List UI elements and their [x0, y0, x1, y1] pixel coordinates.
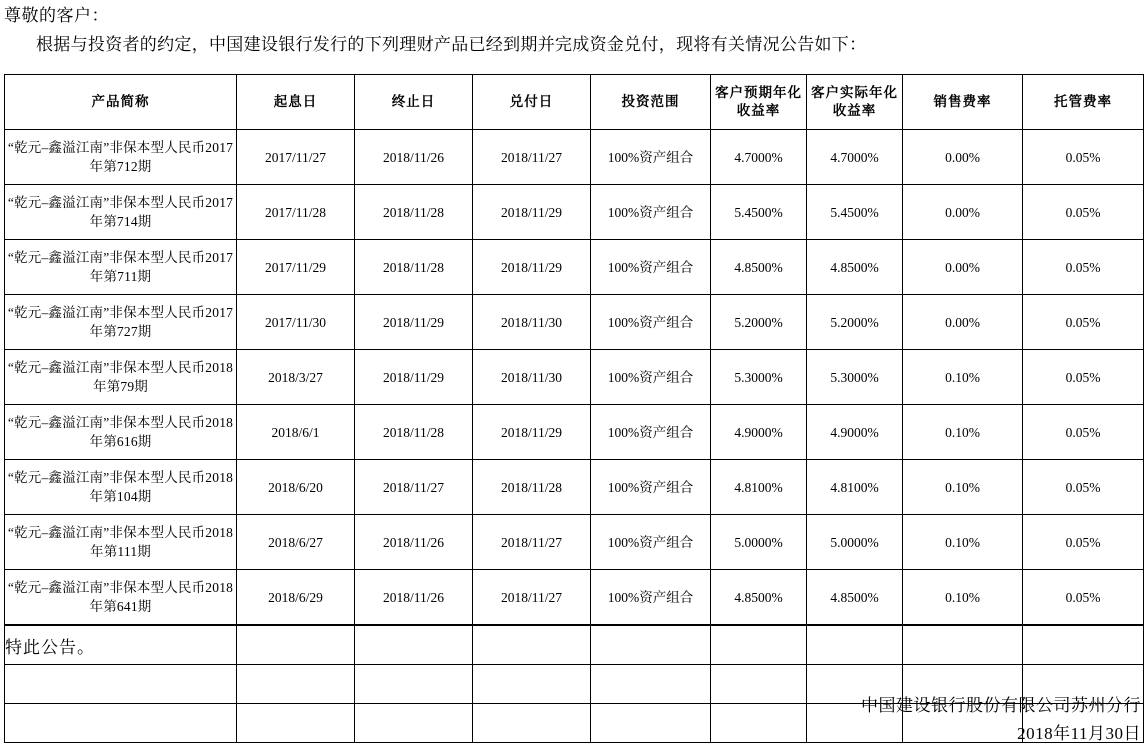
cell-payment-date: 2018/11/29 [473, 240, 591, 295]
empty-cell [711, 665, 807, 704]
cell-actual-yield: 5.4500% [807, 185, 903, 240]
cell-product-name: “乾元–鑫溢江南”非保本型人民币2018年第79期 [5, 350, 237, 405]
empty-cell [473, 626, 591, 665]
cell-expected-yield: 4.8100% [711, 460, 807, 515]
cell-custody-fee: 0.05% [1023, 460, 1144, 515]
cell-expected-yield: 5.4500% [711, 185, 807, 240]
table-row [5, 295, 1144, 350]
empty-cell [5, 665, 237, 704]
cell-custody-fee: 0.05% [1023, 185, 1144, 240]
cell-actual-yield: 5.0000% [807, 515, 903, 570]
empty-cell [355, 665, 473, 704]
cell-payment-date: 2018/11/29 [473, 185, 591, 240]
empty-cell [355, 704, 473, 743]
cell-custody-fee: 0.05% [1023, 515, 1144, 570]
cell-payment-date: 2018/11/30 [473, 350, 591, 405]
cell-product-name: “乾元–鑫溢江南”非保本型人民币2017年第714期 [5, 185, 237, 240]
cell-start-date: 2018/3/27 [237, 350, 355, 405]
empty-cell [355, 626, 473, 665]
cell-expected-yield: 5.0000% [711, 515, 807, 570]
cell-sales-fee: 0.00% [903, 240, 1023, 295]
cell-expected-yield: 4.7000% [711, 130, 807, 185]
col-header-sales-fee: 销售费率 [903, 75, 1023, 130]
cell-product-name: “乾元–鑫溢江南”非保本型人民币2018年第641期 [5, 570, 237, 625]
cell-product-name: “乾元–鑫溢江南”非保本型人民币2017年第712期 [5, 130, 237, 185]
cell-investment-scope: 100%资产组合 [591, 405, 711, 460]
empty-cell [807, 626, 903, 665]
empty-cell [1023, 626, 1144, 665]
table-body [5, 130, 1144, 625]
cell-payment-date: 2018/11/30 [473, 295, 591, 350]
empty-cell [591, 704, 711, 743]
col-header-product-name: 产品简称 [5, 75, 237, 130]
cell-payment-date: 2018/11/27 [473, 570, 591, 625]
col-header-payment-date: 兑付日 [473, 75, 591, 130]
cell-payment-date: 2018/11/27 [473, 515, 591, 570]
cell-investment-scope: 100%资产组合 [591, 295, 711, 350]
cell-start-date: 2017/11/30 [237, 295, 355, 350]
cell-product-name: “乾元–鑫溢江南”非保本型人民币2018年第104期 [5, 460, 237, 515]
cell-product-name: “乾元–鑫溢江南”非保本型人民币2017年第711期 [5, 240, 237, 295]
table-row [5, 130, 1144, 185]
cell-end-date: 2018/11/26 [355, 515, 473, 570]
cell-end-date: 2018/11/27 [355, 460, 473, 515]
cell-custody-fee: 0.05% [1023, 130, 1144, 185]
cell-end-date: 2018/11/26 [355, 570, 473, 625]
cell-custody-fee: 0.05% [1023, 570, 1144, 625]
cell-end-date: 2018/11/29 [355, 295, 473, 350]
col-header-end-date: 终止日 [355, 75, 473, 130]
cell-start-date: 2018/6/20 [237, 460, 355, 515]
empty-cell [473, 704, 591, 743]
footer-organization: 中国建设银行股份有限公司苏州分行 [861, 696, 1141, 715]
table-row [5, 570, 1144, 625]
cell-end-date: 2018/11/28 [355, 405, 473, 460]
empty-cell [473, 665, 591, 704]
col-header-start-date: 起息日 [237, 75, 355, 130]
table-row [5, 515, 1144, 570]
notice-row [5, 626, 1144, 665]
cell-product-name: “乾元–鑫溢江南”非保本型人民币2018年第111期 [5, 515, 237, 570]
empty-cell [903, 626, 1023, 665]
cell-payment-date: 2018/11/28 [473, 460, 591, 515]
cell-custody-fee: 0.05% [1023, 240, 1144, 295]
table-row [5, 350, 1144, 405]
cell-expected-yield: 5.3000% [711, 350, 807, 405]
cell-actual-yield: 5.3000% [807, 350, 903, 405]
empty-cell [711, 626, 807, 665]
cell-investment-scope: 100%资产组合 [591, 460, 711, 515]
cell-start-date: 2017/11/29 [237, 240, 355, 295]
col-header-actual-yield: 客户实际年化收益率 [807, 75, 903, 130]
empty-cell [237, 665, 355, 704]
cell-actual-yield: 4.9000% [807, 405, 903, 460]
cell-payment-date: 2018/11/29 [473, 405, 591, 460]
cell-investment-scope: 100%资产组合 [591, 185, 711, 240]
cell-investment-scope: 100%资产组合 [591, 350, 711, 405]
cell-sales-fee: 0.10% [903, 350, 1023, 405]
cell-end-date: 2018/11/29 [355, 350, 473, 405]
table-row [5, 405, 1144, 460]
cell-expected-yield: 4.8500% [711, 570, 807, 625]
cell-actual-yield: 4.8100% [807, 460, 903, 515]
cell-sales-fee: 0.10% [903, 405, 1023, 460]
cell-custody-fee: 0.05% [1023, 405, 1144, 460]
products-table [4, 74, 1144, 625]
empty-cell [711, 704, 807, 743]
cell-sales-fee: 0.10% [903, 460, 1023, 515]
cell-actual-yield: 4.8500% [807, 240, 903, 295]
col-header-expected-yield: 客户预期年化收益率 [711, 75, 807, 130]
cell-investment-scope: 100%资产组合 [591, 570, 711, 625]
cell-start-date: 2017/11/27 [237, 130, 355, 185]
cell-actual-yield: 4.7000% [807, 130, 903, 185]
cell-actual-yield: 5.2000% [807, 295, 903, 350]
cell-investment-scope: 100%资产组合 [591, 130, 711, 185]
cell-expected-yield: 4.8500% [711, 240, 807, 295]
empty-cell [591, 665, 711, 704]
table-row [5, 185, 1144, 240]
cell-sales-fee: 0.10% [903, 570, 1023, 625]
cell-custody-fee: 0.05% [1023, 350, 1144, 405]
cell-payment-date: 2018/11/27 [473, 130, 591, 185]
table-row [5, 240, 1144, 295]
empty-cell [591, 626, 711, 665]
cell-start-date: 2018/6/29 [237, 570, 355, 625]
notice-text: 特此公告。 [5, 626, 237, 665]
cell-expected-yield: 5.2000% [711, 295, 807, 350]
cell-start-date: 2018/6/1 [237, 405, 355, 460]
empty-cell [237, 704, 355, 743]
cell-investment-scope: 100%资产组合 [591, 240, 711, 295]
cell-start-date: 2017/11/28 [237, 185, 355, 240]
trailing-grid [4, 625, 1144, 743]
cell-sales-fee: 0.00% [903, 185, 1023, 240]
salutation: 尊敬的客户： [4, 6, 109, 25]
table-row [5, 460, 1144, 515]
cell-investment-scope: 100%资产组合 [591, 515, 711, 570]
table-header-row [5, 75, 1144, 130]
footer-date: 2018年11月30日 [1017, 724, 1141, 743]
cell-custody-fee: 0.05% [1023, 295, 1144, 350]
intro-paragraph: 根据与投资者的约定，中国建设银行发行的下列理财产品已经到期并完成资金兑付，现将有关情况公告如下： [36, 35, 867, 54]
cell-actual-yield: 4.8500% [807, 570, 903, 625]
col-header-investment-scope: 投资范围 [591, 75, 711, 130]
cell-sales-fee: 0.00% [903, 295, 1023, 350]
cell-product-name: “乾元–鑫溢江南”非保本型人民币2017年第727期 [5, 295, 237, 350]
empty-cell [5, 704, 237, 743]
cell-end-date: 2018/11/28 [355, 185, 473, 240]
cell-sales-fee: 0.10% [903, 515, 1023, 570]
empty-cell [237, 626, 355, 665]
col-header-custody-fee: 托管费率 [1023, 75, 1144, 130]
cell-expected-yield: 4.9000% [711, 405, 807, 460]
cell-sales-fee: 0.00% [903, 130, 1023, 185]
cell-start-date: 2018/6/27 [237, 515, 355, 570]
cell-end-date: 2018/11/26 [355, 130, 473, 185]
cell-end-date: 2018/11/28 [355, 240, 473, 295]
cell-product-name: “乾元–鑫溢江南”非保本型人民币2018年第616期 [5, 405, 237, 460]
